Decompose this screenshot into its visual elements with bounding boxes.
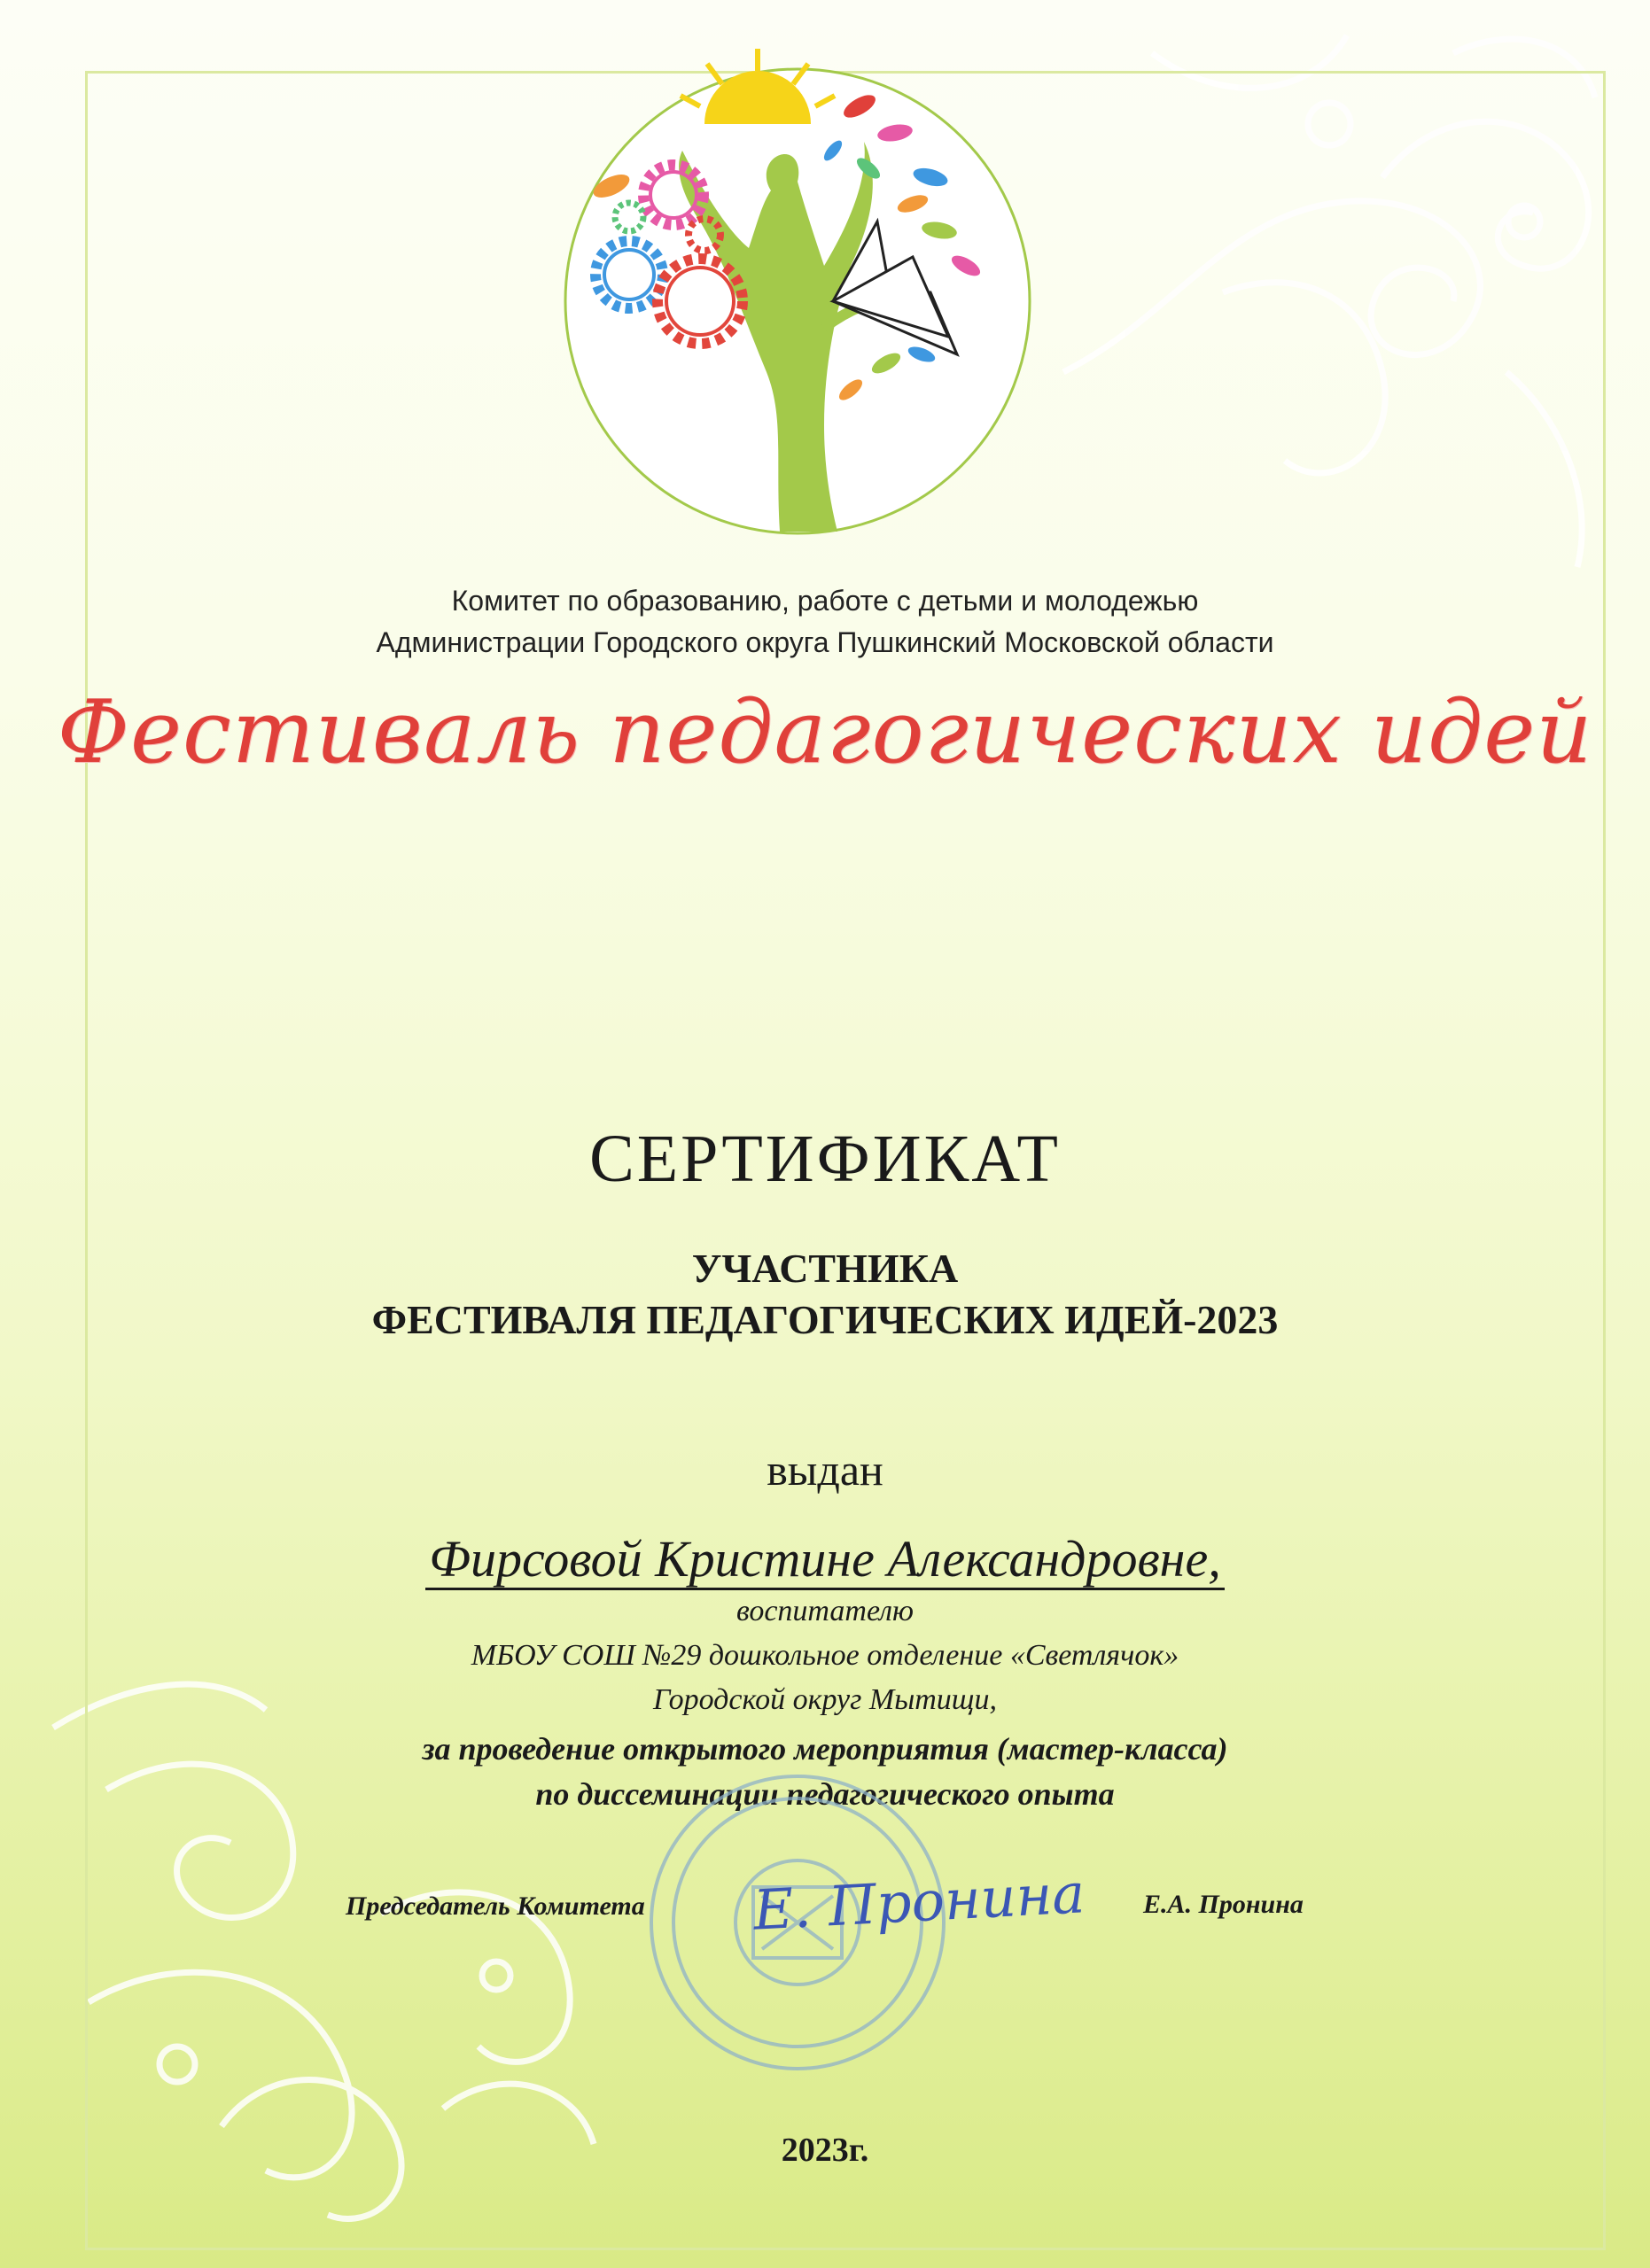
issued-label: выдан <box>767 1445 883 1495</box>
recipient-role: воспитателю <box>736 1595 914 1627</box>
award-reason-line-1: за проведение открытого мероприятия (мастер-класса) <box>422 1731 1228 1767</box>
issue-year: 2023г. <box>781 2132 869 2169</box>
organization-line-2: Администрации Городского округа Пушкинский Московской области <box>376 626 1274 658</box>
signatory-label: Председатель Комитета <box>346 1891 645 1921</box>
recipient-district: Городской округ Мытищи, <box>653 1683 997 1716</box>
award-reason-line-2: по диссеминации педагогического опыта <box>535 1776 1115 1812</box>
signatory-name: Е.А. Пронина <box>1143 1890 1304 1919</box>
organization-line-1: Комитет по образованию, работе с детьми и молодежью <box>451 585 1199 617</box>
recipient-name-line <box>0 1529 1650 1588</box>
handwritten-signature: Е. Пронина <box>751 1860 1086 1943</box>
certificate-title: СЕРТИФИКАТ <box>589 1122 1061 1196</box>
certificate-subtitle-line-2: ФЕСТИВАЛЯ ПЕДАГОГИЧЕСКИХ ИДЕЙ-2023 <box>371 1297 1279 1342</box>
recipient-name: Фирсовой Кристине Александровне, <box>425 1530 1224 1590</box>
festival-title: Фестиваль педагогических идей <box>57 682 1593 783</box>
recipient-school: МБОУ СОШ №29 дошкольное отделение «Светлячок» <box>471 1639 1179 1672</box>
festival-logo <box>558 35 1037 540</box>
certificate-subtitle-line-1: УЧАСТНИКА <box>691 1246 959 1291</box>
